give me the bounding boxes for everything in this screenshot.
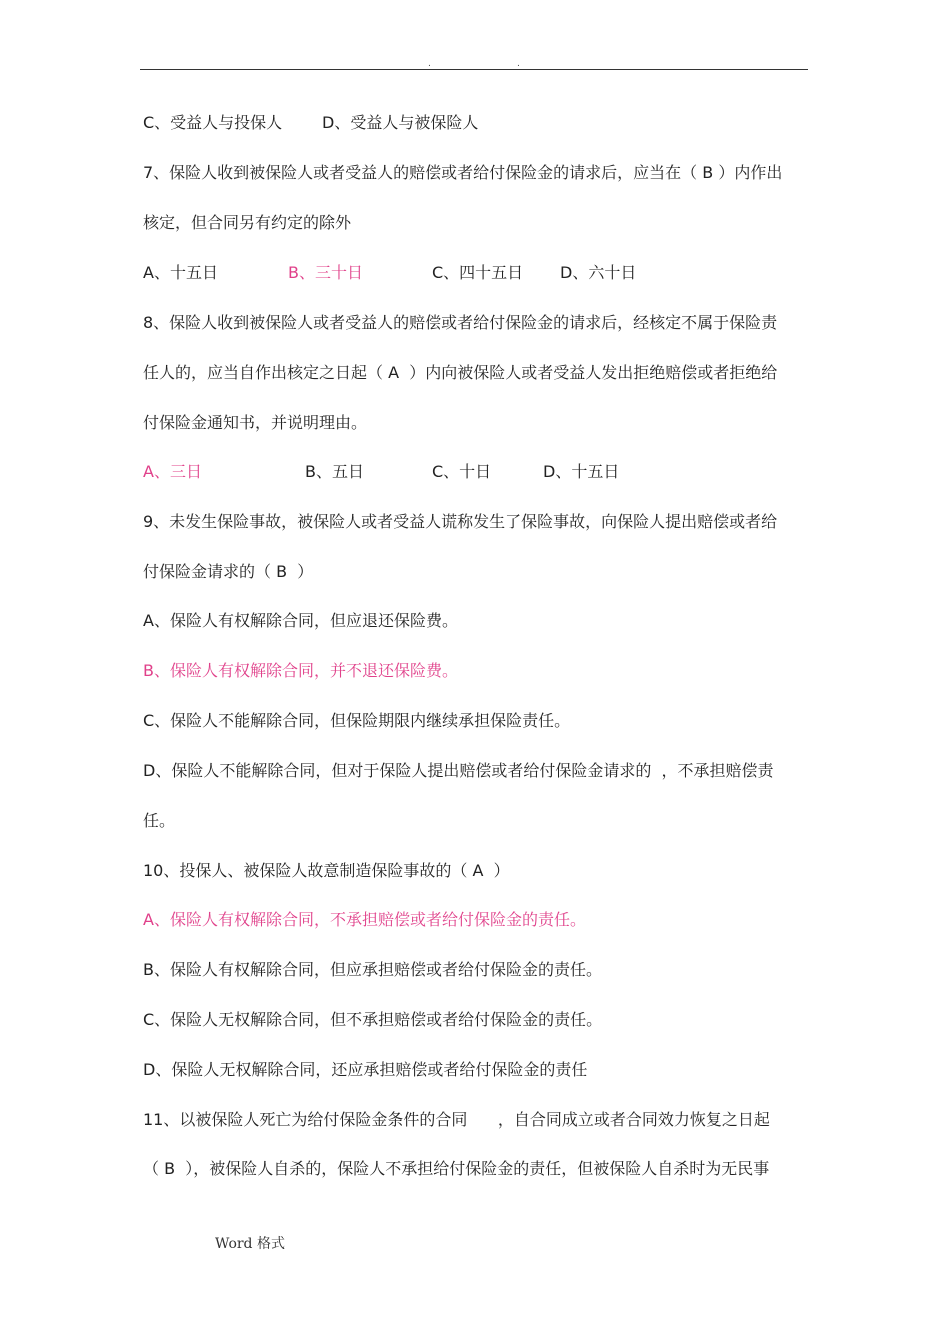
header-dot-left: . (428, 59, 431, 69)
q7-text-line2: 核定，但合同另有约定的除外 (143, 213, 352, 232)
q8-text-line1: 8、保险人收到被保险人或者受益人的赔偿或者给付保险金的请求后，经核定不属于保险责 (143, 313, 778, 332)
q10-option-b: B、保险人有权解除合同，但应承担赔偿或者给付保险金的责任。 (143, 960, 602, 979)
q7-text-line1: 7、保险人收到被保险人或者受益人的赔偿或者给付保险金的请求后，应当在（ B ）内作出 (143, 163, 783, 182)
q8-text-line2: 任人的，应当自作出核定之日起（ A ）内向被保险人或者受益人发出拒绝赔偿或者拒绝给 (143, 363, 778, 382)
q8-text-line3: 付保险金通知书，并说明理由。 (143, 413, 368, 432)
footer-label: Word 格式 (215, 1236, 285, 1252)
q9-option-d-line2: 任。 (143, 811, 176, 830)
q11-text-line2: （ B ），被保险人自杀的，保险人不承担给付保险金的责任，但被保险人自杀时为无民事 (143, 1159, 770, 1178)
q8-option-a-answer: A、三日 (143, 462, 202, 481)
header-dot-right: . (517, 59, 520, 69)
q7-option-a: A、十五日 (143, 263, 218, 282)
q9-option-c: C、保险人不能解除合同，但保险期限内继续承担保险责任。 (143, 711, 571, 730)
q6-option-d: D、受益人与被保险人 (322, 113, 479, 132)
q9-option-b-answer: B、保险人有权解除合同，并不退还保险费。 (143, 661, 458, 680)
q10-option-d: D、保险人无权解除合同，还应承担赔偿或者给付保险金的责任 (143, 1060, 588, 1079)
q7-option-c: C、四十五日 (432, 263, 524, 282)
q9-option-d-line1: D、保险人不能解除合同，但对于保险人提出赔偿或者给付保险金请求的 ，不承担赔偿责 (143, 761, 774, 780)
q10-option-a-answer: A、保险人有权解除合同，不承担赔偿或者给付保险金的责任。 (143, 910, 586, 929)
q9-text-line1: 9、未发生保险事故，被保险人或者受益人谎称发生了保险事故，向保险人提出赔偿或者给 (143, 512, 778, 531)
q8-option-c: C、十日 (432, 462, 492, 481)
q9-option-a: A、保险人有权解除合同，但应退还保险费。 (143, 611, 458, 630)
q10-option-c: C、保险人无权解除合同，但不承担赔偿或者给付保险金的责任。 (143, 1010, 603, 1029)
q8-option-b: B、五日 (305, 462, 364, 481)
q7-option-b-answer: B、三十日 (288, 263, 363, 282)
q8-option-d: D、十五日 (543, 462, 620, 481)
q6-option-c: C、受益人与投保人 (143, 113, 283, 132)
q11-text-line1: 11、以被保险人死亡为给付保险金条件的合同 ，自合同成立或者合同效力恢复之日起 (143, 1110, 770, 1129)
header-rule (140, 69, 808, 70)
q7-option-d: D、六十日 (560, 263, 637, 282)
q10-text-line1: 10、投保人、被保险人故意制造保险事故的（ A ） (143, 861, 510, 880)
q9-text-line2: 付保险金请求的（ B ） (143, 562, 314, 581)
